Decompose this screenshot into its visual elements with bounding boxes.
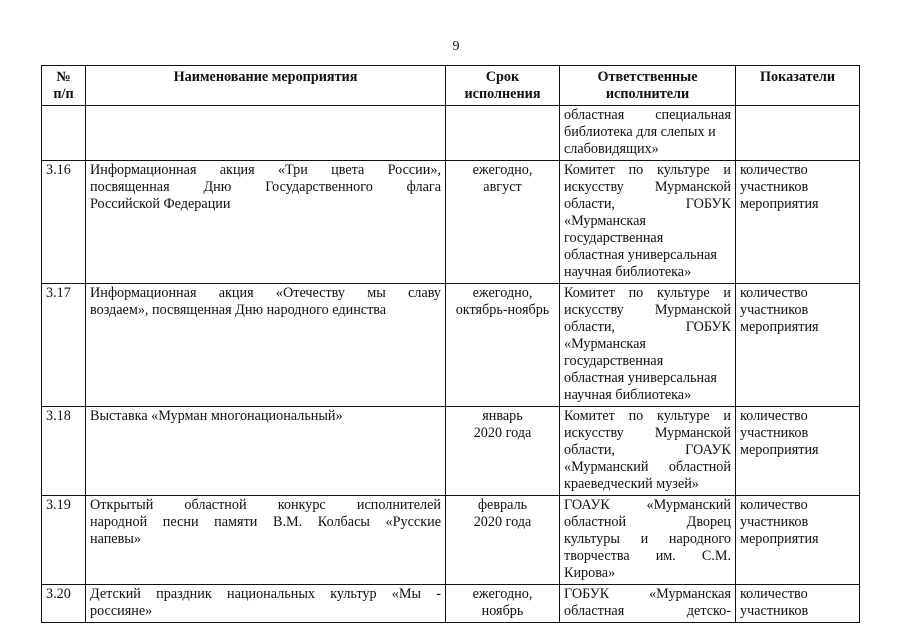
- indicator-line: участников: [740, 425, 809, 441]
- indicator-line: количество: [740, 285, 808, 301]
- header-term-line: Срок: [485, 69, 520, 85]
- responsible-line: краеведческий музей»: [564, 476, 699, 492]
- event-name-line: Российской Федерации: [90, 196, 231, 212]
- event-name-line: напевы»: [90, 531, 141, 547]
- table-row: [42, 161, 860, 284]
- responsible-line: искусству Мурманской: [564, 425, 731, 441]
- row-number-cell: [42, 284, 86, 407]
- indicators-cell: [736, 496, 860, 585]
- header-number-line: п/п: [53, 86, 74, 102]
- row-number-cell: [42, 496, 86, 585]
- event-name-cell: [86, 284, 446, 407]
- term-line: февраль: [477, 497, 528, 513]
- term-line: январь: [482, 408, 523, 424]
- responsible-cell: [560, 585, 736, 623]
- table-row: [42, 585, 860, 623]
- term-line: октябрь-ноябрь: [455, 302, 550, 318]
- responsible-line: «Мурманская: [564, 336, 646, 352]
- responsible-line: научная библиотека»: [564, 264, 692, 280]
- row-number-cell: [42, 585, 86, 623]
- responsible-line: области, ГОБУК: [564, 319, 731, 335]
- term-line: ежегодно,: [472, 162, 533, 178]
- indicator-line: участников: [740, 603, 809, 619]
- responsible-line: областная детско-: [564, 603, 731, 619]
- indicator-line: участников: [740, 514, 809, 530]
- indicator-line: количество: [740, 586, 808, 602]
- responsible-cell: [560, 284, 736, 407]
- indicator-line: количество: [740, 162, 808, 178]
- responsible-line: «Мурманская: [564, 213, 646, 229]
- indicator-line: мероприятия: [740, 196, 819, 212]
- indicator-line: мероприятия: [740, 531, 819, 547]
- page-number: 9: [452, 39, 460, 54]
- indicators-cell: [736, 161, 860, 284]
- header-term: [446, 66, 560, 106]
- event-name-cell: [86, 496, 446, 585]
- event-name-line: россияне»: [90, 603, 153, 619]
- term-line: 2020 года: [473, 425, 532, 441]
- header-event-name: Наименование мероприятия: [86, 66, 446, 106]
- indicators-cell: [736, 407, 860, 496]
- responsible-line: ГОБУК «Мурманская: [564, 586, 731, 602]
- row-number-cell: [42, 407, 86, 496]
- indicator-line: количество: [740, 408, 808, 424]
- indicators-cell: [736, 585, 860, 623]
- row-number: 3.20: [46, 586, 71, 602]
- continuation-term-cell: [446, 106, 560, 161]
- responsible-line: библиотека для слепых и: [564, 124, 716, 140]
- indicator-line: участников: [740, 179, 809, 195]
- term-cell: [446, 407, 560, 496]
- term-cell: [446, 161, 560, 284]
- term-cell: [446, 585, 560, 623]
- event-name-line: Информационная акция «Три цвета России»,: [90, 162, 441, 178]
- term-line: ежегодно,: [472, 586, 533, 602]
- table-row: [42, 407, 860, 496]
- row-number: 3.19: [46, 497, 71, 513]
- header-responsible-line: исполнители: [605, 86, 690, 102]
- responsible-line: искусству Мурманской: [564, 179, 731, 195]
- event-name-line: посвященная Дню Государственного флага: [90, 179, 441, 195]
- continuation-name-cell: [86, 106, 446, 161]
- header-term-line: исполнения: [464, 86, 541, 102]
- responsible-cell: [560, 161, 736, 284]
- continuation-number-cell: [42, 106, 86, 161]
- responsible-line: «Мурманский областной: [564, 459, 731, 475]
- header-indicators: Показатели: [736, 66, 860, 106]
- header-responsible-line: Ответственные: [597, 69, 698, 85]
- row-number-cell: [42, 161, 86, 284]
- table-header-row: [42, 66, 860, 106]
- term-line: ежегодно,: [472, 285, 533, 301]
- responsible-line: государственная: [564, 230, 664, 246]
- event-name-line: Детский праздник национальных культур «Мы -: [90, 586, 441, 602]
- row-number: 3.16: [46, 162, 71, 178]
- term-line: ноябрь: [481, 603, 524, 619]
- responsible-line: Комитет по культуре и: [564, 162, 731, 178]
- continuation-responsible-cell: [560, 106, 736, 161]
- event-name-cell: [86, 407, 446, 496]
- responsible-line: Комитет по культуре и: [564, 285, 731, 301]
- header-responsible: [560, 66, 736, 106]
- responsible-cell: [560, 496, 736, 585]
- responsible-line: творчества им. С.М.: [564, 548, 731, 564]
- indicator-line: мероприятия: [740, 442, 819, 458]
- responsible-cell: [560, 407, 736, 496]
- responsible-line: областной Дворец: [564, 514, 731, 530]
- event-name-cell: [86, 585, 446, 623]
- continuation-row: [42, 106, 860, 161]
- events-table: [41, 65, 860, 623]
- responsible-line: культуры и народного: [564, 531, 731, 547]
- header-number-line: №: [56, 69, 71, 85]
- indicator-line: участников: [740, 302, 809, 318]
- term-cell: [446, 496, 560, 585]
- responsible-line: государственная: [564, 353, 664, 369]
- indicators-cell: [736, 284, 860, 407]
- responsible-line: области, ГОАУК: [564, 442, 731, 458]
- event-name-line: Информационная акция «Отечеству мы славу: [90, 285, 441, 301]
- indicator-line: мероприятия: [740, 319, 819, 335]
- term-line: август: [483, 179, 522, 195]
- indicator-line: количество: [740, 497, 808, 513]
- responsible-line: научная библиотека»: [564, 387, 692, 403]
- responsible-line: Комитет по культуре и: [564, 408, 731, 424]
- header-number: [42, 66, 86, 106]
- event-name-line: Выставка «Мурман многонациональный»: [90, 408, 343, 424]
- continuation-indicators-cell: [736, 106, 860, 161]
- table-row: [42, 496, 860, 585]
- row-number: 3.18: [46, 408, 71, 424]
- table-row: [42, 284, 860, 407]
- row-number: 3.17: [46, 285, 71, 301]
- responsible-line: слабовидящих»: [564, 141, 659, 157]
- event-name-line: воздаем», посвященная Дню народного единства: [90, 302, 387, 318]
- responsible-line: областная специальная: [564, 107, 731, 123]
- responsible-line: области, ГОБУК: [564, 196, 731, 212]
- responsible-line: областная универсальная: [564, 247, 717, 263]
- responsible-line: ГОАУК «Мурманский: [564, 497, 731, 513]
- term-cell: [446, 284, 560, 407]
- term-line: 2020 года: [473, 514, 532, 530]
- event-name-line: Открытый областной конкурс исполнителей: [90, 497, 441, 513]
- responsible-line: Кирова»: [564, 565, 616, 581]
- event-name-line: народной песни памяти В.М. Колбасы «Русские: [90, 514, 441, 530]
- event-name-cell: [86, 161, 446, 284]
- responsible-line: областная универсальная: [564, 370, 717, 386]
- responsible-line: искусству Мурманской: [564, 302, 731, 318]
